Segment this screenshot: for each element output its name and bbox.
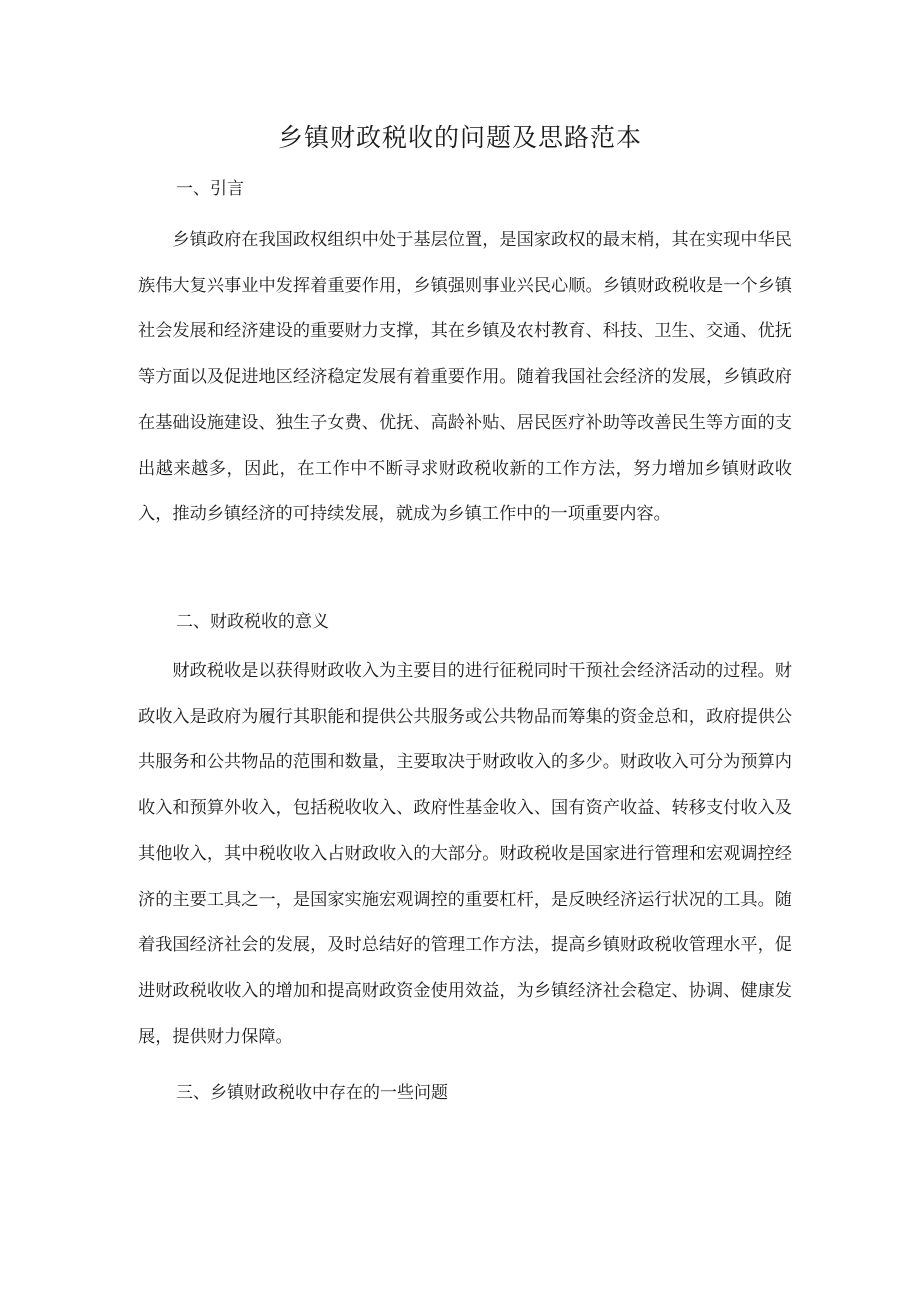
section-heading-introduction: 一、引言 [176, 179, 244, 199]
section-heading-problems: 三、乡镇财政税收中存在的一些问题 [176, 1083, 448, 1103]
section-paragraph-significance: 财政税收是以获得财政收入为主要目的进行征税同时干预社会经济活动的过程。财政收入是政府为履行其职能和提供公共服务或公共物品而筹集的资金总和，政府提供公共服务和公共物品的范围和数量，主要取决于财政收入的多少。财政收入可分为预算内收入和预算外收入，包括税收收入、政府性基金收入、国有资产收益、转移支付收入及其他收入，其中税收收入占财政收入的大部分。财政税收是国家进行管理和宏观调控经济的主要工具之一，是国家实施宏观调控的重要杠杆，是反映经济运行状况的工具。随着我国经济社会的发展，及时总结好的管理工作方法，提高乡镇财政税收管理水平，促进财政税收收入的增加和提高财政资金使用效益，为乡镇经济社会稳定、协调、健康发展，提供财力保障。 [138, 661, 792, 1047]
section-paragraph-introduction: 乡镇政府在我国政权组织中处于基层位置，是国家政权的最末梢，其在实现中华民族伟大复兴事业中发挥着重要作用，乡镇强则事业兴民心顺。乡镇财政税收是一个乡镇社会发展和经济建设的重要财力支撑，其在乡镇及农村教育、科技、卫生、交通、优抚等方面以及促进地区经济稳定发展有着重要作用。随着我国社会经济的发展，乡镇政府在基础设施建设、独生子女费、优抚、高龄补贴、居民医疗补助等改善民生等方面的支出越来越多，因此，在工作中不断寻求财政税收新的工作方法，努力增加乡镇财政收入，推动乡镇经济的可持续发展，就成为乡镇工作中的一项重要内容。 [138, 230, 792, 525]
section-heading-significance: 二、财政税收的意义 [176, 612, 329, 632]
document-title: 乡镇财政税收的问题及思路范本 [277, 123, 642, 152]
